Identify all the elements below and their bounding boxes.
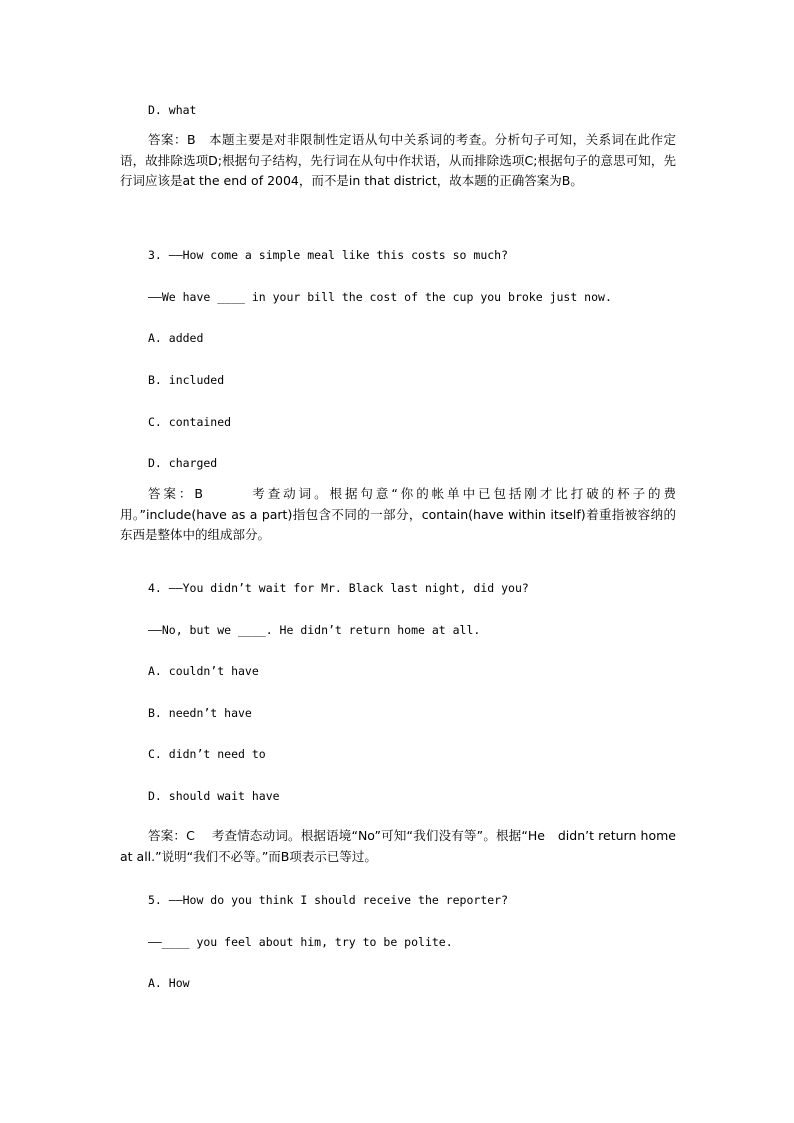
q5-reply: ——____ you feel about him, try to be polite. (148, 935, 453, 949)
q2-answer-explanation: 答案：B 本题主要是对非限制性定语从句中关系词的考查。分析句子可知，关系词在此作定语，故排除选项D;根据句子结构，先行词在从句中作状语，从而排除选项C;根据句子的意思可知，先行词应该是at the end of 2004，而不是in that district，故本题的正确答案为B。 (120, 132, 676, 188)
q3-option-a: A. added (148, 331, 204, 345)
q3-stem: 3. ——How come a simple meal like this costs so much? (148, 248, 509, 262)
q4-answer-explanation: 答案：C 考查情态动词。根据语境“No”可知“我们没有等”。根据“He didn’t return home at all.”说明“我们不必等。”而B项表示已等过。 (120, 828, 676, 864)
q5-stem: 5. ——How do you think I should receive the reporter? (148, 893, 509, 907)
q4-option-c: C. didn’t need to (148, 747, 266, 761)
q3-reply: ——We have ____ in your bill the cost of the cup you broke just now. (148, 290, 612, 304)
q4-option-d: D. should wait have (148, 789, 280, 803)
q3-option-d: D. charged (148, 456, 218, 470)
q4-stem: 4. ——You didn’t wait for Mr. Black last night, did you? (148, 581, 529, 595)
q3-option-b: B. included (148, 373, 225, 387)
q4-reply: ——No, but we ____. He didn’t return home at all. (148, 623, 481, 637)
q5-option-a: A. How (148, 976, 190, 990)
q4-option-b: B. needn’t have (148, 706, 252, 720)
q3-answer-explanation: 答案：B 考查动词。根据句意“你的帐单中已包括刚才比打破的杯子的费用。”include(have as a part)指包含不同的一部分，contain(have within itself)着重指被容纳的东西是整体中的组成部分。 (120, 486, 676, 542)
q3-option-c: C. contained (148, 415, 232, 429)
q4-option-a: A. couldn’t have (148, 664, 259, 678)
q2-option-d: D. what (148, 103, 197, 117)
